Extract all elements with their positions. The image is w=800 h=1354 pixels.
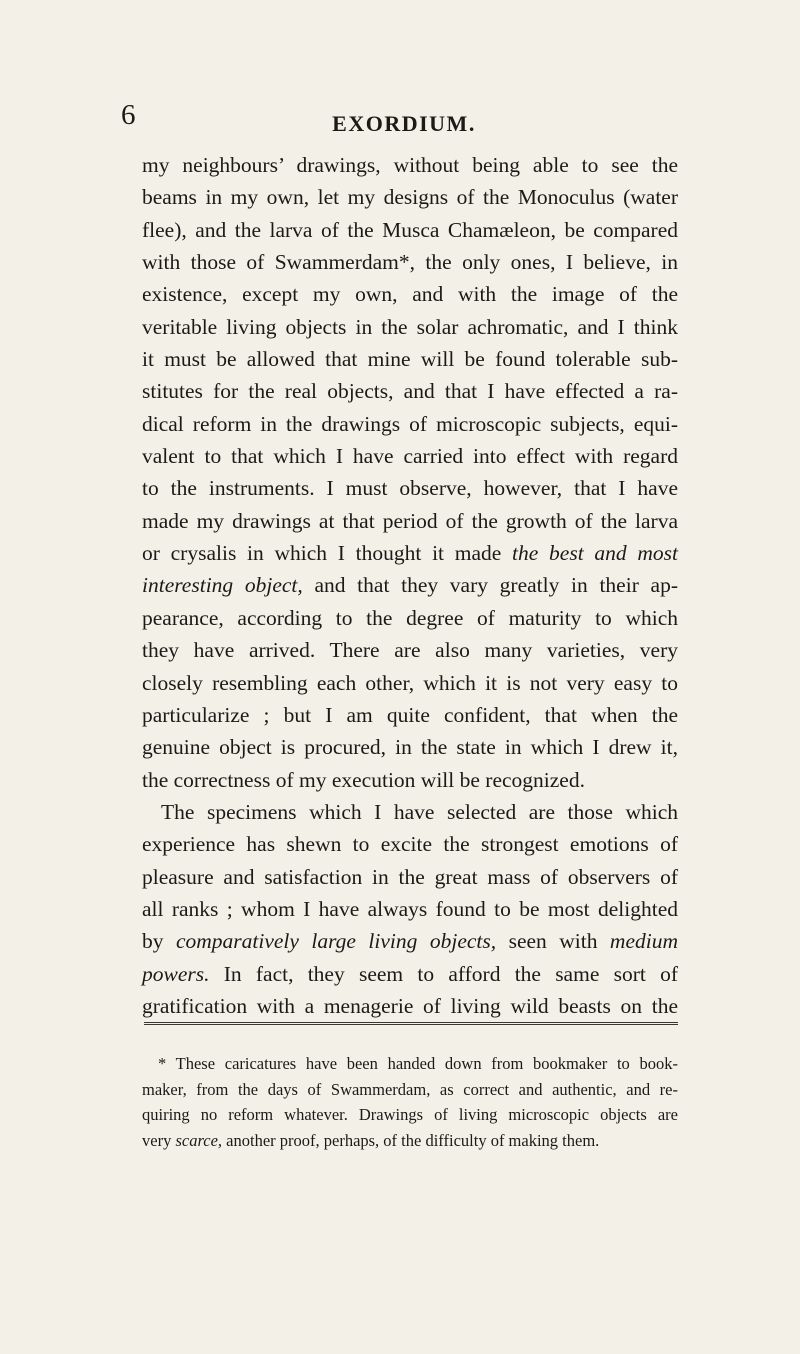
body-line: powers. In fact, they seem to afford the same sort of: [142, 961, 678, 986]
body-line: veritable living objects in the solar achromatic, and I think: [142, 314, 678, 339]
footnote: [142, 1051, 678, 1153]
body-line: to the instruments. I must observe, however, that I have: [142, 476, 678, 501]
body-line: closely resembling each other, which it is not very easy to: [142, 670, 678, 695]
italic-phrase: the best and most: [512, 541, 678, 566]
italic-phrase: scarce,: [175, 1130, 223, 1150]
body-text: [142, 149, 678, 1022]
body-line: valent to that which I have carried into effect with regard: [142, 444, 678, 469]
body-line: with those of Swammerdam*, the only ones, I believe, in: [142, 250, 678, 275]
body-line: The specimens which I have selected are those which: [161, 799, 678, 824]
body-line: pearance, according to the degree of maturity to which: [142, 605, 678, 630]
italic-phrase: interesting object,: [142, 573, 303, 598]
footnote-rule: [144, 1022, 678, 1025]
body-line: or crysalis in which I thought it made the best and most: [142, 541, 678, 566]
body-line: particularize ; but I am quite confident, that when the: [142, 702, 678, 727]
page-number: 6: [121, 99, 136, 131]
body-line: all ranks ; whom I have always found to be most delighted: [142, 896, 678, 921]
body-line: my neighbours’ drawings, without being able to see the: [142, 153, 678, 177]
body-line: existence, except my own, and with the image of the: [142, 282, 678, 307]
body-line: genuine object is procured, in the state in which I drew it,: [142, 735, 678, 760]
footnote-line: maker, from the days of Swammerdam, as correct and authentic, and re-: [142, 1079, 678, 1099]
body-line: beams in my own, let my designs of the Monoculus (water: [142, 185, 678, 210]
body-line: it must be allowed that mine will be found tolerable sub-: [142, 347, 678, 372]
footnote-line: quiring no reform whatever. Drawings of living microscopic objects are: [142, 1105, 678, 1124]
footnote-line: * These caricatures have been handed down from bookmaker to book-: [158, 1054, 678, 1073]
italic-phrase: comparatively large living objects,: [175, 929, 497, 954]
footnote-line: very scarce, another proof, perhaps, of the difficulty of making them.: [142, 1130, 600, 1150]
body-line: gratification with a menagerie of living wild beasts on the: [142, 993, 678, 1018]
body-line: stitutes for the real objects, and that I have effected a ra-: [142, 379, 678, 404]
body-line: they have arrived. There are also many varieties, very: [142, 638, 678, 663]
italic-phrase: powers.: [142, 961, 210, 986]
body-line: by comparatively large living objects, seen with medium: [142, 929, 678, 954]
running-head: EXORDIUM.: [332, 111, 476, 136]
body-line: experience has shewn to excite the strongest emotions of: [142, 832, 678, 857]
body-line: flee), and the larva of the Musca Chamæleon, be compared: [142, 217, 678, 242]
italic-phrase: medium: [609, 929, 678, 954]
body-line: interesting object, and that they vary greatly in their ap-: [142, 573, 678, 598]
body-line: pleasure and satisfaction in the great mass of observers of: [142, 864, 678, 889]
body-line: made my drawings at that period of the growth of the larva: [142, 508, 678, 533]
body-line: the correctness of my execution will be recognized.: [142, 767, 585, 792]
body-line: dical reform in the drawings of microscopic subjects, equi-: [142, 411, 678, 436]
